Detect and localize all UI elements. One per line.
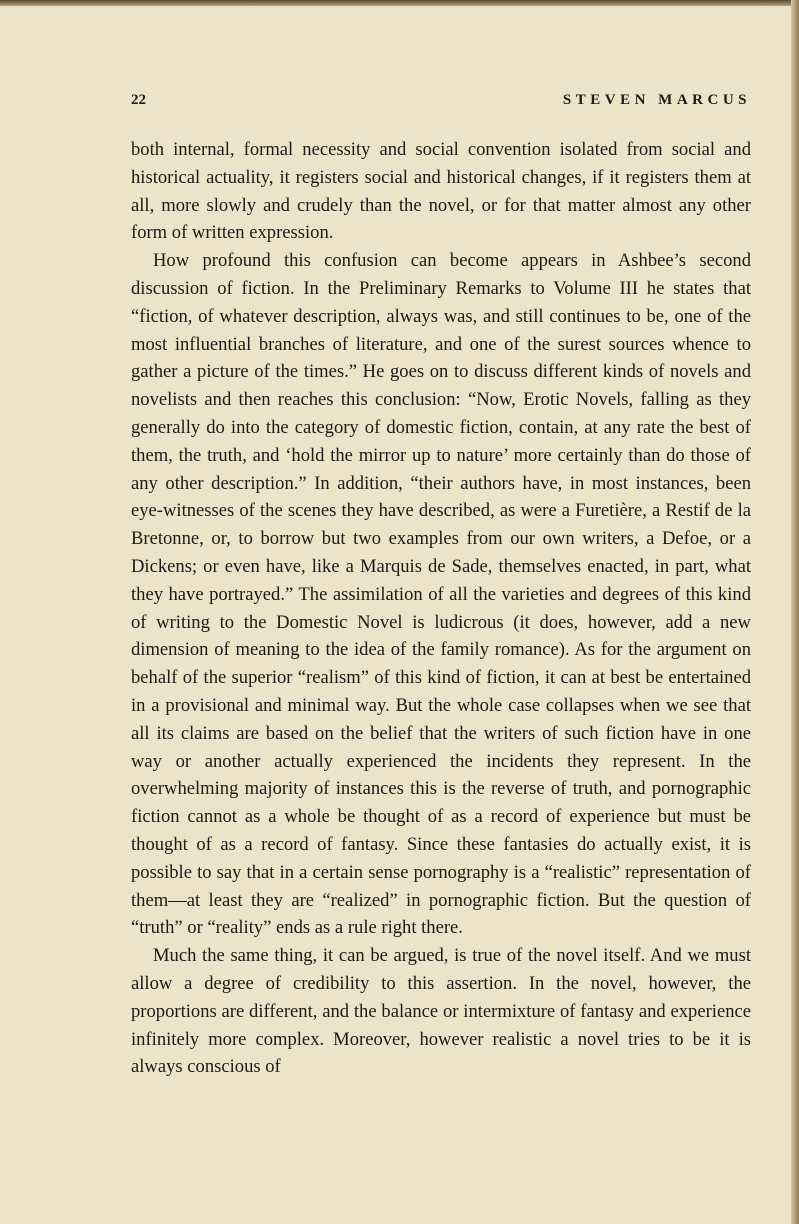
page-top-edge xyxy=(0,0,799,6)
body-text xyxy=(131,136,751,1081)
paragraph-ashbee-fiction: How profound this confusion can become appears in Ashbee’s second discussion of fiction. In the Preliminary Remarks to Volume III he states that “fiction, of whatever description, always was, and still continues to be, one of the most influential branches of literature, and one of the surest sources whence to gather a picture of the times.” He goes on to discuss different kinds of novels and novelists and then reaches this conclusion: “Now, Erotic Novels, falling as they generally do into the category of domestic fiction, contain, at any rate the best of them, the truth, and ‘hold the mirror up to nature’ more certainly than do those of any other description.” In addition, “their authors have, in most instances, been eye-witnesses of the scenes they have described, as were a Furetière, a Restif de la Bretonne, or, to borrow but two examples from our own writers, a Defoe, or a Dickens; or even have, like a Marquis de Sade, themselves enacted, in part, what they have portrayed.” The assimilation of all the varieties and degrees of this kind of writing to the Domestic Novel is ludicrous (it does, however, add a new dimension of meaning to the idea of the family romance). As for the argument on behalf of the superior “realism” of this kind of fiction, it can at best be entertained in a provisional and minimal way. But the whole case collapses when we see that all its claims are based on the belief that the writers of such fiction have in one way or another actually experienced the incidents they represent. In the overwhelming majority of instances this is the reverse of truth, and pornographic fiction cannot as a whole be thought of as a record of experience but must be thought of as a record of fantasy. Since these fantasies do actually exist, it is possible to say that in a certain sense pornography is a “realistic” representation of them—at least they are “realized” in pornographic fiction. But the question of “truth” or “reality” ends as a rule right there. xyxy=(131,250,751,939)
author-running-head: STEVEN MARCUS xyxy=(562,92,751,108)
running-head xyxy=(131,92,751,112)
page-number: 22 xyxy=(131,92,146,108)
paragraph-continued: both internal, formal necessity and social convention isolated from social and historical actuality, it registers social and historical changes, if it registers them at all, more slowly and crudely than the novel, or for that matter almost any other form of written expression. xyxy=(131,139,751,244)
page-right-edge xyxy=(791,0,799,1224)
paragraph-novel-itself: Much the same thing, it can be argued, is true of the novel itself. And we must allow a degree of credibility to this assertion. In the novel, however, the proportions are different, and the balance or intermixture of fantasy and experience infinitely more complex. Moreover, however realistic a novel tries to be it is always conscious of xyxy=(131,945,751,1078)
